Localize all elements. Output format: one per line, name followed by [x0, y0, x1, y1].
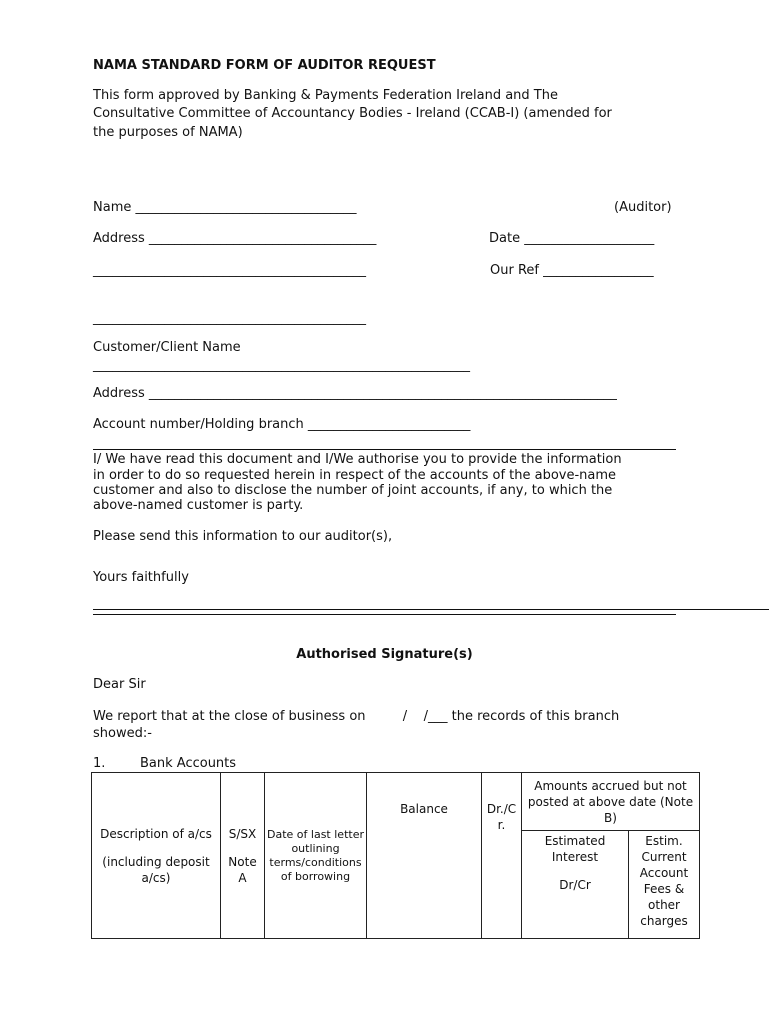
section-divider: [93, 449, 676, 450]
ssx-header: [221, 773, 265, 939]
approval-text-line: This form approved by Banking & Payments Federation Ireland and The: [93, 88, 558, 103]
signature-heading: Authorised Signature(s): [296, 647, 473, 662]
signature-line[interactable]: [93, 614, 676, 615]
auditor-address-line-3[interactable]: __________________________________________: [93, 311, 366, 326]
ssx-header-line1: S/SX: [228, 826, 257, 841]
estimated-interest-header: [522, 831, 629, 939]
approval-text-line: Consultative Committee of Accountancy Bodies - Ireland (CCAB-I) (amended for: [93, 106, 612, 121]
date-of-letter-header: Date of last letter outlining terms/conditions of borrowing: [265, 773, 367, 939]
section-title: Bank Accounts: [140, 756, 237, 771]
yours-faithfully-text: Yours faithfully: [93, 570, 189, 585]
description-header-line2: (including deposit a/cs): [102, 854, 210, 885]
customer-name-label: Customer/Client Name: [93, 340, 241, 355]
authorisation-text-line: above-named customer is party.: [93, 498, 304, 513]
signature-line[interactable]: [93, 609, 769, 610]
auditor-tag: (Auditor): [614, 200, 672, 215]
please-send-text: Please send this information to our auditor(s),: [93, 529, 393, 544]
ssx-header-line2: Note A: [228, 854, 257, 885]
page-title: NAMA STANDARD FORM OF AUDITOR REQUEST: [93, 58, 436, 73]
report-text-line: showed:-: [93, 726, 152, 741]
customer-name-field[interactable]: __________________________________________________________: [93, 358, 470, 373]
current-account-fees-header: Estim. Current Account Fees & other charges: [629, 831, 700, 939]
auditor-address-line-2[interactable]: __________________________________________: [93, 263, 366, 278]
account-number-field[interactable]: Account number/Holding branch _________________________: [93, 417, 471, 432]
description-header: [92, 773, 221, 939]
estimated-interest-drcr: Dr/Cr: [559, 878, 591, 892]
auditor-name-field[interactable]: Name __________________________________: [93, 200, 357, 215]
estimated-interest-label: Estimated Interest: [544, 834, 606, 864]
section-number: 1.: [93, 756, 106, 771]
salutation: Dear Sir: [93, 677, 146, 692]
drcr-header: Dr./Cr.: [482, 773, 522, 939]
auditor-address-field[interactable]: Address ___________________________________: [93, 231, 377, 246]
authorisation-text-line: I/ We have read this document and I/We authorise you to provide the information: [93, 452, 622, 467]
balance-header: Balance: [367, 773, 482, 939]
authorisation-text-line: customer and also to disclose the number of joint accounts, if any, to which the: [93, 483, 613, 498]
approval-text-line: the purposes of NAMA): [93, 125, 243, 140]
authorisation-text-line: in order to do so requested herein in respect of the accounts of the above-name: [93, 468, 617, 483]
date-field[interactable]: Date ____________________: [489, 231, 655, 246]
customer-address-field[interactable]: Address ________________________________________________________________________: [93, 386, 617, 401]
report-text-line: We report that at the close of business on / /___ the records of this branch: [93, 709, 620, 724]
amounts-accrued-header: Amounts accrued but not posted at above date (Note B): [522, 773, 700, 831]
our-ref-field[interactable]: Our Ref _________________: [490, 263, 654, 278]
bank-accounts-table: [91, 772, 700, 939]
description-header-line1: Description of a/cs: [100, 826, 212, 841]
